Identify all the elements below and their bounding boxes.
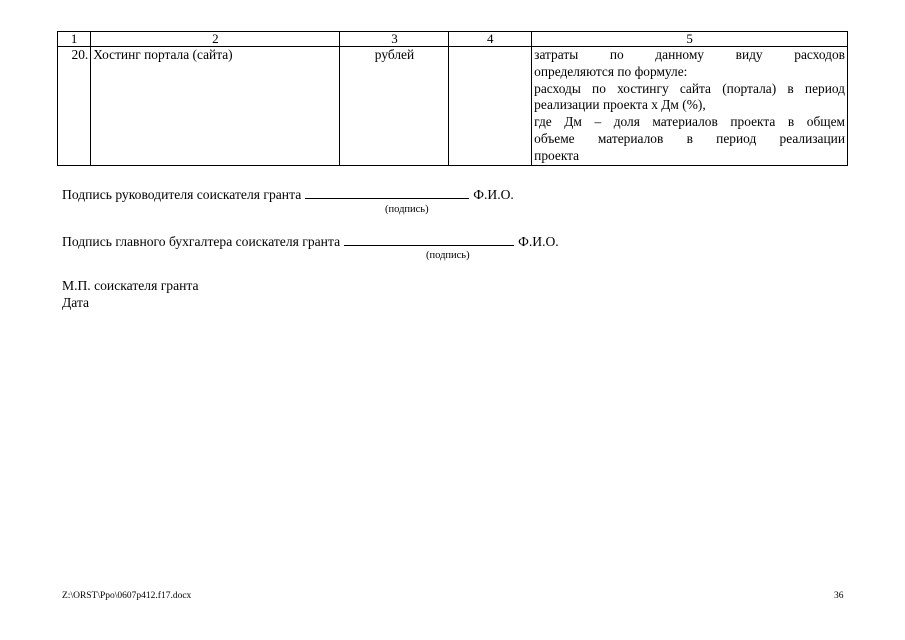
table-row — [58, 47, 848, 166]
accountant-signature-fio: Ф.И.О. — [518, 234, 559, 249]
column-number-3: 3 — [340, 32, 449, 47]
expense-formula — [532, 47, 848, 166]
accountant-signature-blank[interactable] — [344, 233, 514, 246]
footer-page-number: 36 — [834, 591, 844, 601]
table-header-row — [58, 32, 848, 47]
expenses-table — [57, 31, 848, 166]
formula-line: определяются по формуле: — [534, 63, 688, 79]
expense-name: Хостинг портала (сайта) — [91, 47, 340, 166]
column-number-1: 1 — [58, 32, 91, 47]
column-number-5: 5 — [532, 32, 848, 47]
column-number-4: 4 — [449, 32, 532, 47]
formula-line: затраты по данному виду расходов — [534, 47, 845, 62]
formula-line: проекта — [534, 147, 580, 163]
footer-file-path: Z:\ORST\Ppo\0607p412.f17.docx — [62, 591, 192, 601]
row-number: 20. — [58, 47, 91, 166]
expense-unit: рублей — [340, 47, 449, 166]
stamp-label: М.П. соискателя гранта — [62, 278, 199, 293]
formula-line: где Дм – доля материалов проекта в общем — [534, 114, 845, 130]
head-signature-blank[interactable] — [305, 186, 469, 199]
date-label: Дата — [62, 295, 90, 310]
head-signature-caption: (подпись) — [385, 204, 429, 215]
column-number-2: 2 — [91, 32, 340, 47]
head-signature-line — [62, 186, 514, 203]
formula-line: реализации проекта х Дм (%), — [534, 97, 706, 113]
formula-line: расходы по хостингу сайта (портала) в период — [534, 80, 845, 96]
head-signature-label: Подпись руководителя соискателя гранта — [62, 187, 302, 202]
accountant-signature-line — [62, 233, 559, 250]
accountant-signature-caption: (подпись) — [426, 250, 470, 261]
formula-line: объеме материалов в период реализации — [534, 130, 845, 146]
expense-quantity — [449, 47, 532, 166]
head-signature-fio: Ф.И.О. — [473, 187, 514, 202]
accountant-signature-label: Подпись главного бухгалтера соискателя гранта — [62, 234, 341, 249]
